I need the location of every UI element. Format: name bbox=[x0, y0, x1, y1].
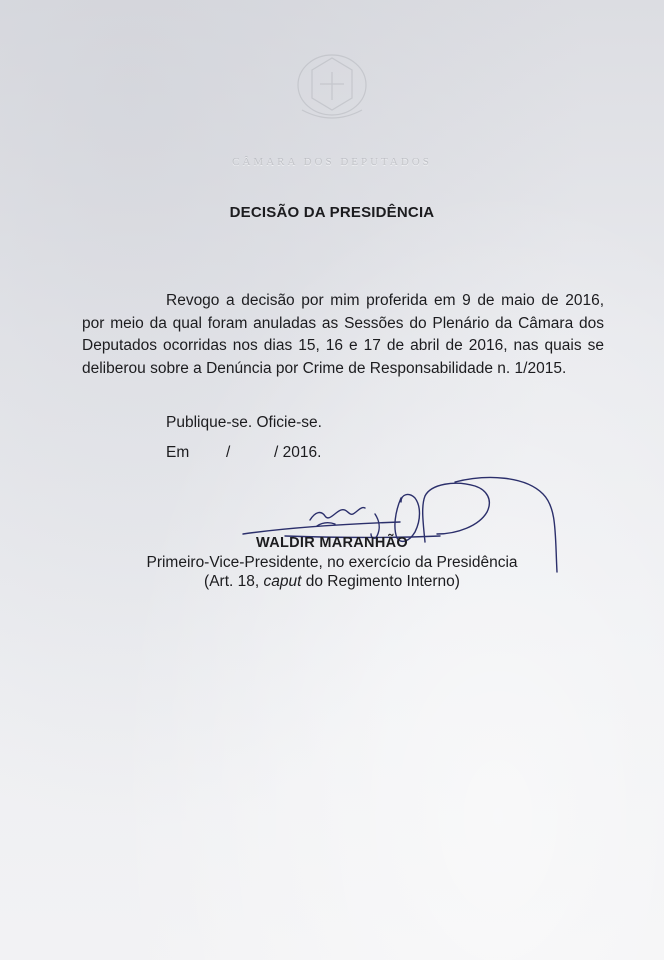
embossed-coat-of-arms bbox=[0, 40, 664, 130]
date-year: / 2016. bbox=[274, 444, 322, 461]
date-separator: / bbox=[226, 444, 231, 461]
reference-text-start: (Art. 18, bbox=[204, 573, 264, 590]
signature-block bbox=[0, 534, 664, 591]
reference-text-end: do Regimento Interno) bbox=[301, 573, 460, 590]
signatory-role: Primeiro-Vice-Presidente, no exercício da Presidência bbox=[146, 554, 518, 571]
date-line bbox=[166, 444, 366, 464]
embossed-letterhead: CÂMARA DOS DEPUTADOS bbox=[232, 156, 432, 168]
signatory-reference bbox=[0, 572, 664, 591]
date-prefix: Em bbox=[166, 444, 190, 461]
document-title: DECISÃO DA PRESIDÊNCIA bbox=[229, 204, 435, 221]
decision-paragraph: Revogo a decisão por mim proferida em 9 de maio de 2016, por meio da qual foram anuladas as Sessões do Plenário da Câmara dos Deputados ocorridas nos dias 15, 16 e 17 de abril de 2016, nas quais se deliberou sobre a Denúncia por Crime de Responsabilidade n. 1/2015. bbox=[82, 292, 604, 377]
publication-line: Publique-se. Oficie-se. bbox=[166, 414, 322, 431]
reference-caput: caput bbox=[263, 573, 302, 590]
signatory-name: WALDIR MARANHÃO bbox=[256, 535, 408, 551]
